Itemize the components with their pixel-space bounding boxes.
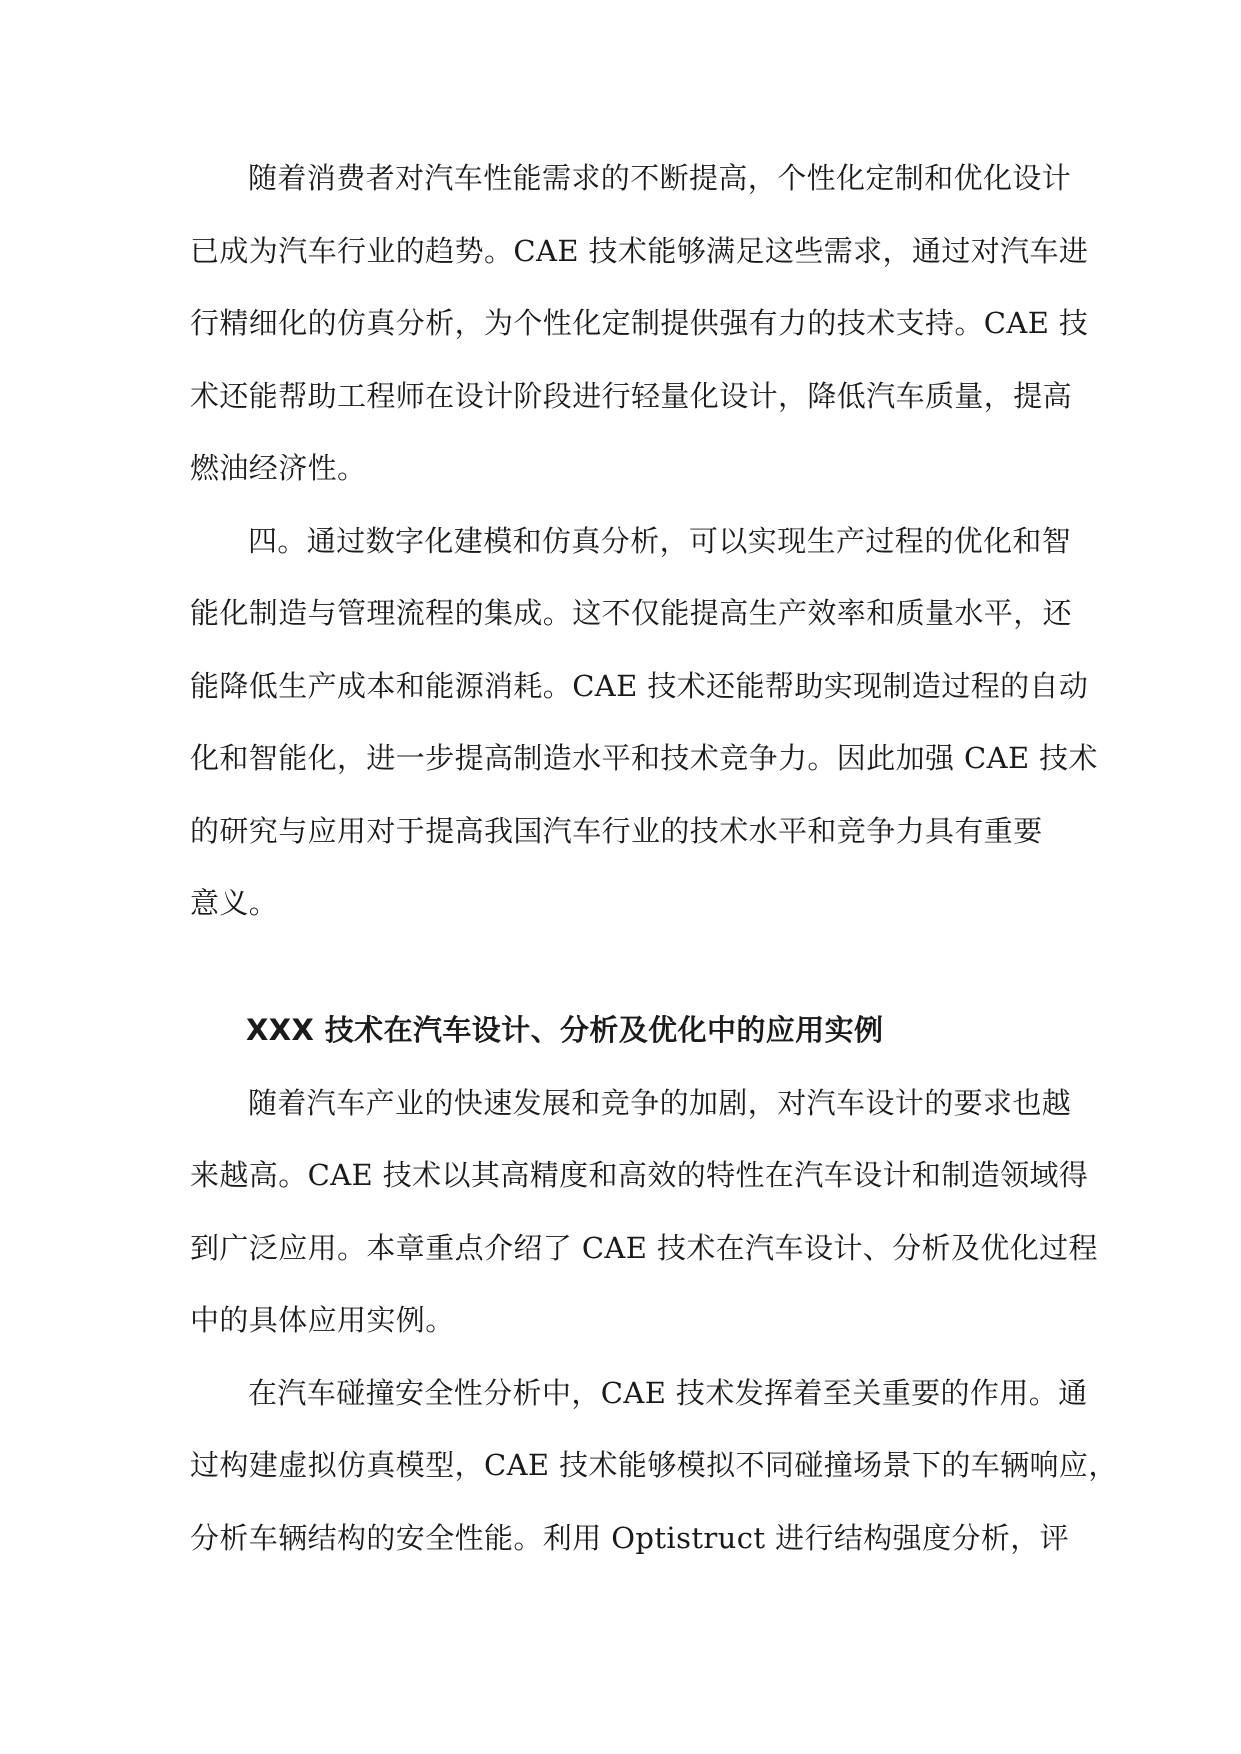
paragraph-line: 燃油经济性。	[190, 451, 367, 485]
paragraph-line: 意义。	[190, 886, 279, 920]
paragraph-line: 化和智能化，进一步提高制造水平和技术竞争力。因此加强 CAE 技术	[190, 741, 1098, 775]
paragraph-line: 分析车辆结构的安全性能。利用 Optistruct 进行结构强度分析，评	[190, 1521, 1070, 1555]
paragraph-line: 行精细化的仿真分析，为个性化定制提供强有力的技术支持。CAE 技	[190, 306, 1089, 340]
paragraph-line: 能化制造与管理流程的集成。这不仅能提高生产效率和质量水平，还	[190, 596, 1073, 630]
paragraph-line: 术还能帮助工程师在设计阶段进行轻量化设计，降低汽车质量，提高	[190, 379, 1073, 413]
paragraph-line: 来越高。CAE 技术以其高精度和高效的特性在汽车设计和制造领域得	[190, 1158, 1089, 1192]
paragraph-line: 随着汽车产业的快速发展和竞争的加剧，对汽车设计的要求也越	[248, 1086, 1072, 1120]
paragraph-line: 四。通过数字化建模和仿真分析，可以实现生产过程的优化和智	[248, 524, 1072, 558]
paragraph-line: 在汽车碰撞安全性分析中，CAE 技术发挥着至关重要的作用。通	[248, 1376, 1088, 1410]
paragraph-line: 中的具体应用实例。	[190, 1303, 455, 1337]
paragraph-line: 过构建虚拟仿真模型，CAE 技术能够模拟不同碰撞场景下的车辆响应，	[190, 1448, 1118, 1482]
paragraph-line: 随着消费者对汽车性能需求的不断提高，个性化定制和优化设计	[248, 161, 1072, 195]
paragraph-line: 能降低生产成本和能源消耗。CAE 技术还能帮助实现制造过程的自动	[190, 669, 1089, 703]
section-heading: XXX 技术在汽车设计、分析及优化中的应用实例	[246, 1013, 884, 1047]
paragraph-line: 已成为汽车行业的趋势。CAE 技术能够满足这些需求，通过对汽车进	[190, 234, 1089, 268]
paragraph-line: 的研究与应用对于提高我国汽车行业的技术水平和竞争力具有重要	[190, 814, 1043, 848]
paragraph-line: 到广泛应用。本章重点介绍了 CAE 技术在汽车设计、分析及优化过程	[190, 1231, 1098, 1265]
